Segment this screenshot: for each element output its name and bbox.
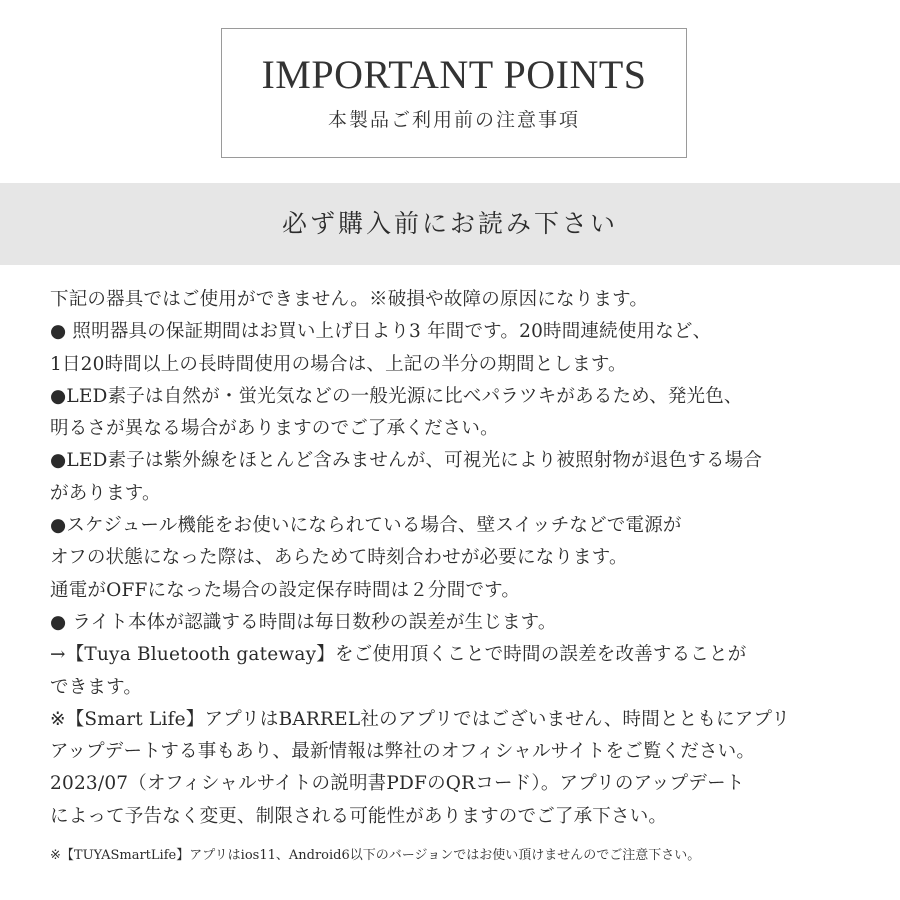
note-line: によって予告なく変更、制限される可能性がありますのでご了承下さい。: [50, 805, 668, 827]
notice-band-text: 必ず購入前にお読み下さい: [281, 209, 618, 238]
notes-list: [50, 284, 850, 833]
note-line: ● 照明器具の保証期間はお買い上げ日より3 年間です。20時間連続使用など、: [50, 321, 712, 343]
note-line: ※【Smart Life】アプリはBARREL社のアプリではございません、時間とともにアプリ: [50, 708, 791, 730]
note-line: できます。: [50, 676, 143, 698]
note-line: オフの状態になった際は、あらためて時刻合わせが必要になります。: [50, 547, 628, 569]
note-line: 通電がOFFになった場合の設定保存時間は２分間です。: [50, 579, 521, 601]
notice-band: [0, 183, 900, 265]
note-line: 1日20時間以上の長時間使用の場合は、上記の半分の期間とします。: [50, 353, 627, 375]
title-box: [221, 28, 687, 158]
page-subtitle: 本製品ご利用前の注意事項: [327, 109, 580, 131]
note-line: →【Tuya Bluetooth gateway】をご使用頂くことで時間の誤差を改善することが: [50, 644, 747, 666]
footnote: ※【TUYASmartLife】アプリはios11、Android6以下のバージョンではお使い頂けませんのでご注意下さい。: [50, 848, 701, 863]
note-line: ●スケジュール機能をお使いになられている場合、壁スイッチなどで電源が: [50, 515, 682, 537]
page-title: IMPORTANT POINTS: [261, 52, 647, 97]
note-line: ●LED素子は紫外線をほとんど含みませんが、可視光により被照射物が退色する場合: [50, 450, 763, 472]
note-line: 下記の器具ではご使用ができません。※破損や故障の原因になります。: [50, 289, 649, 310]
note-line: があります。: [50, 482, 161, 504]
note-line: 明るさが異なる場合がありますのでご了承ください。: [50, 418, 499, 440]
note-line: アップデートする事もあり、最新情報は弊社のオフィシャルサイトをご覧ください。: [50, 741, 756, 763]
note-line: ●LED素子は自然が・蛍光気などの一般光源に比べパラツキがあるため、発光色、: [50, 385, 743, 407]
note-line: ● ライト本体が認識する時間は毎日数秒の誤差が生じます。: [50, 611, 557, 633]
note-line: 2023/07（オフィシャルサイトの説明書PDFのQRコード）。アプリのアップデート: [50, 773, 745, 795]
